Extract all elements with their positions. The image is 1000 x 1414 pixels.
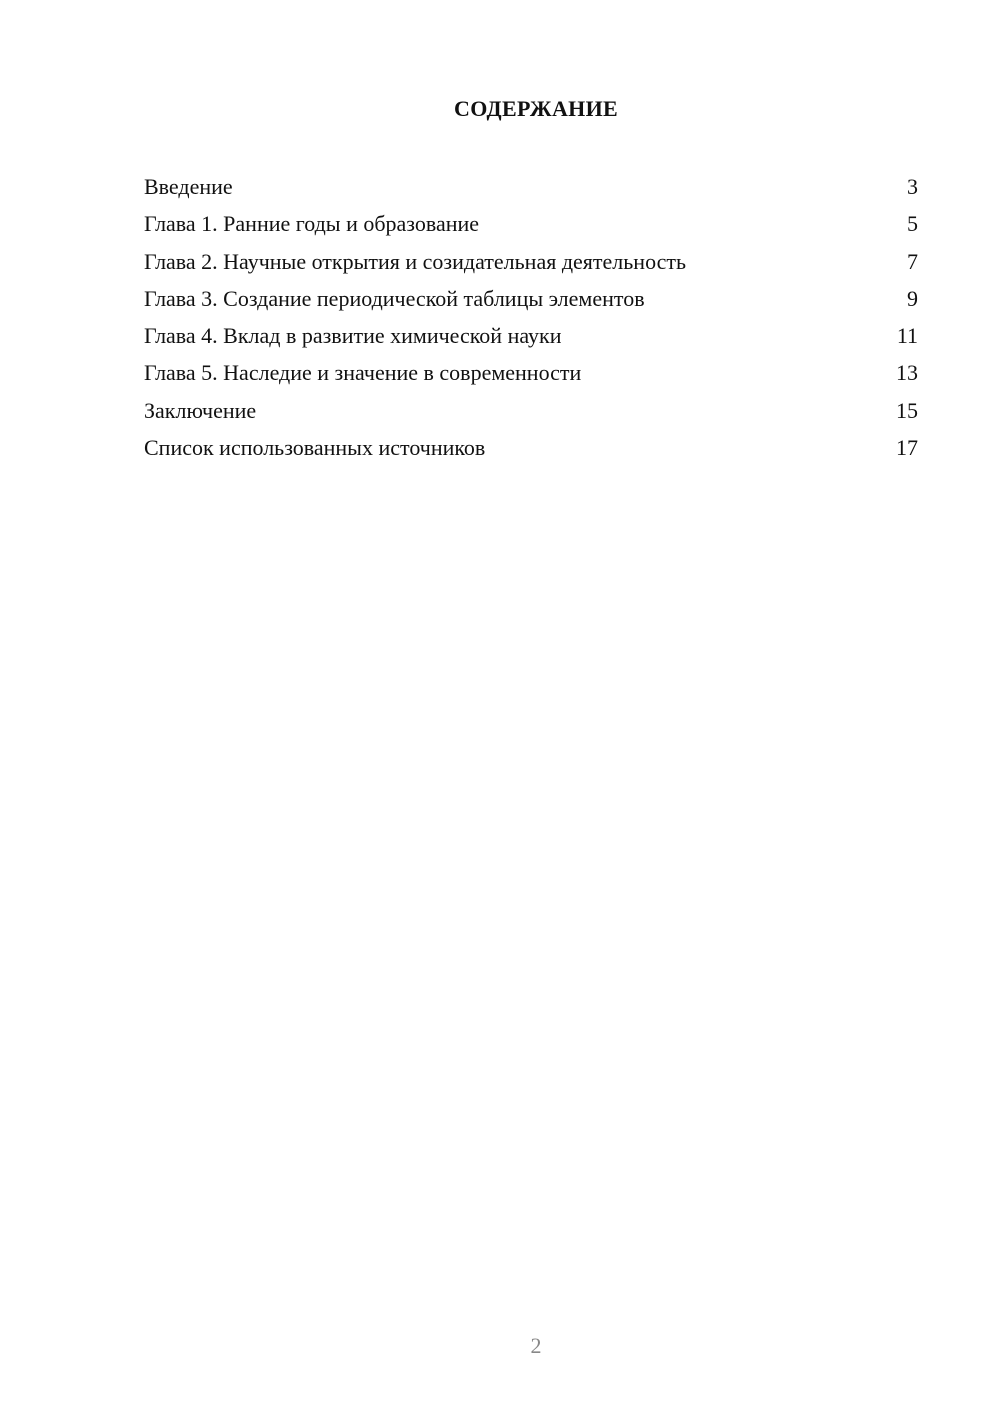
toc-entry-page: 17 (896, 435, 918, 461)
toc-entry-references (144, 429, 918, 466)
toc-entry-chapter-5 (144, 354, 918, 391)
toc-entry-page: 13 (896, 360, 918, 386)
toc-entry-page: 5 (907, 211, 918, 237)
toc-entry-label: Глава 5. Наследие и значение в современности (144, 360, 582, 386)
page-number: 2 (530, 1333, 542, 1358)
toc-entry-page: 7 (907, 248, 918, 274)
toc-entry-label: Глава 1. Ранние годы и образование (144, 211, 480, 237)
toc-entry-chapter-3 (144, 280, 918, 317)
toc-entry-label: Глава 3. Создание периодической таблицы элементов (144, 285, 645, 311)
toc-entry-label: Введение (144, 174, 233, 199)
toc-entry-conclusion (144, 392, 918, 429)
page-title: СОДЕРЖАНИЕ (454, 96, 618, 121)
table-of-contents (144, 168, 918, 466)
toc-entry-label: Заключение (144, 397, 257, 423)
toc-entry-label: Список использованных источников (144, 435, 486, 461)
toc-entry-label: Глава 2. Научные открытия и созидательная деятельность (144, 248, 687, 274)
toc-entry-page: 15 (896, 397, 918, 423)
toc-entry-page: 3 (907, 174, 918, 199)
toc-entry-chapter-4 (144, 317, 918, 354)
toc-entry-page: 9 (907, 285, 918, 311)
toc-entry-chapter-1 (144, 205, 918, 242)
toc-entry-page: 11 (896, 323, 918, 349)
toc-entry-label: Глава 4. Вклад в развитие химической науки (144, 323, 562, 349)
toc-entry-chapter-2 (144, 243, 918, 280)
toc-entry-introduction (144, 168, 918, 205)
